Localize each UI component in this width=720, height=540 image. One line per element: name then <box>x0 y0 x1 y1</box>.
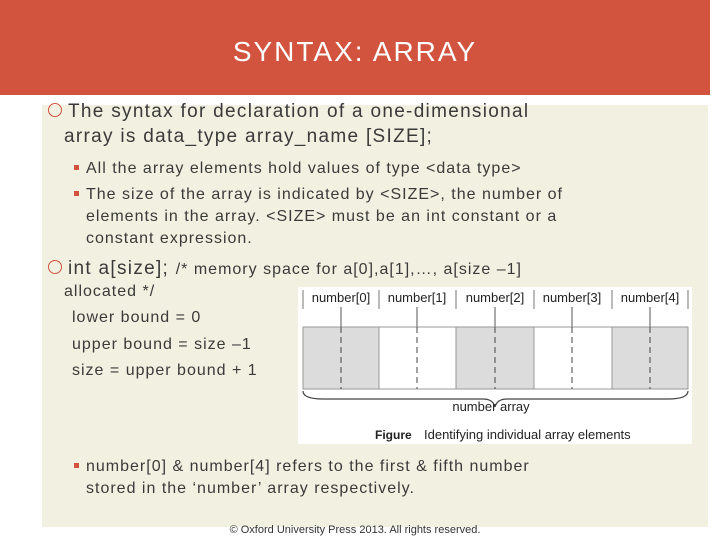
sub-bullet-3-line-2: stored in the ‘number’ array respectively. <box>86 480 415 497</box>
copyright-footer: © Oxford University Press 2013. All rights reserved. <box>229 524 481 536</box>
bullet-2-line-1 <box>48 258 522 280</box>
size-line: size = upper bound + 1 <box>72 362 258 379</box>
sub-bullet-2-line-3: constant expression. <box>86 230 253 247</box>
upper-bound-line: upper bound = size –1 <box>72 336 252 353</box>
cell-label-2: number[2] <box>465 290 525 305</box>
ring-bullet-icon <box>48 260 62 274</box>
figure-caption-bold: Figure <box>375 428 412 442</box>
sub-bullet-1 <box>74 160 522 178</box>
figure-caption-text: Identifying individual array elements <box>424 427 631 442</box>
lower-bound-line: lower bound = 0 <box>72 309 202 326</box>
cell-label-4: number[4] <box>620 290 680 305</box>
bullet-1-text: The syntax for declaration of a one-dimensional <box>68 101 530 122</box>
cell-label-3: number[3] <box>542 290 602 305</box>
bullet-2-line-2: allocated */ <box>64 283 156 300</box>
cell-label-0: number[0] <box>311 290 371 305</box>
bullet-1-line-2: array is data_type array_name [SIZE]; <box>64 126 434 147</box>
array-diagram <box>298 287 692 444</box>
array-label: number array <box>452 399 530 414</box>
bullet-2-code: int a[size]; <box>68 258 170 279</box>
sub-bullet-3 <box>74 458 530 476</box>
sub-bullet-2-line-2: elements in the array. <SIZE> must be an int constant or a <box>86 208 558 225</box>
sub-bullet-1-text: All the array elements hold values of type <data type> <box>86 160 522 177</box>
square-bullet-icon <box>74 165 79 170</box>
ring-bullet-icon <box>48 103 62 117</box>
slide-title: SYNTAX: ARRAY <box>232 36 478 67</box>
array-figure <box>298 287 692 444</box>
bullet-2-comment: /* memory space for a[0],a[1],…, a[size –1] <box>175 261 522 278</box>
cell-label-1: number[1] <box>387 290 447 305</box>
square-bullet-icon <box>74 463 79 468</box>
sub-bullet-2 <box>74 186 563 204</box>
bullet-1-line-1 <box>48 101 529 123</box>
square-bullet-icon <box>74 191 79 196</box>
sub-bullet-3-line-1: number[0] & number[4] refers to the first & fifth number <box>86 458 530 475</box>
sub-bullet-2-line-1: The size of the array is indicated by <SIZE>, the number of <box>86 186 563 203</box>
